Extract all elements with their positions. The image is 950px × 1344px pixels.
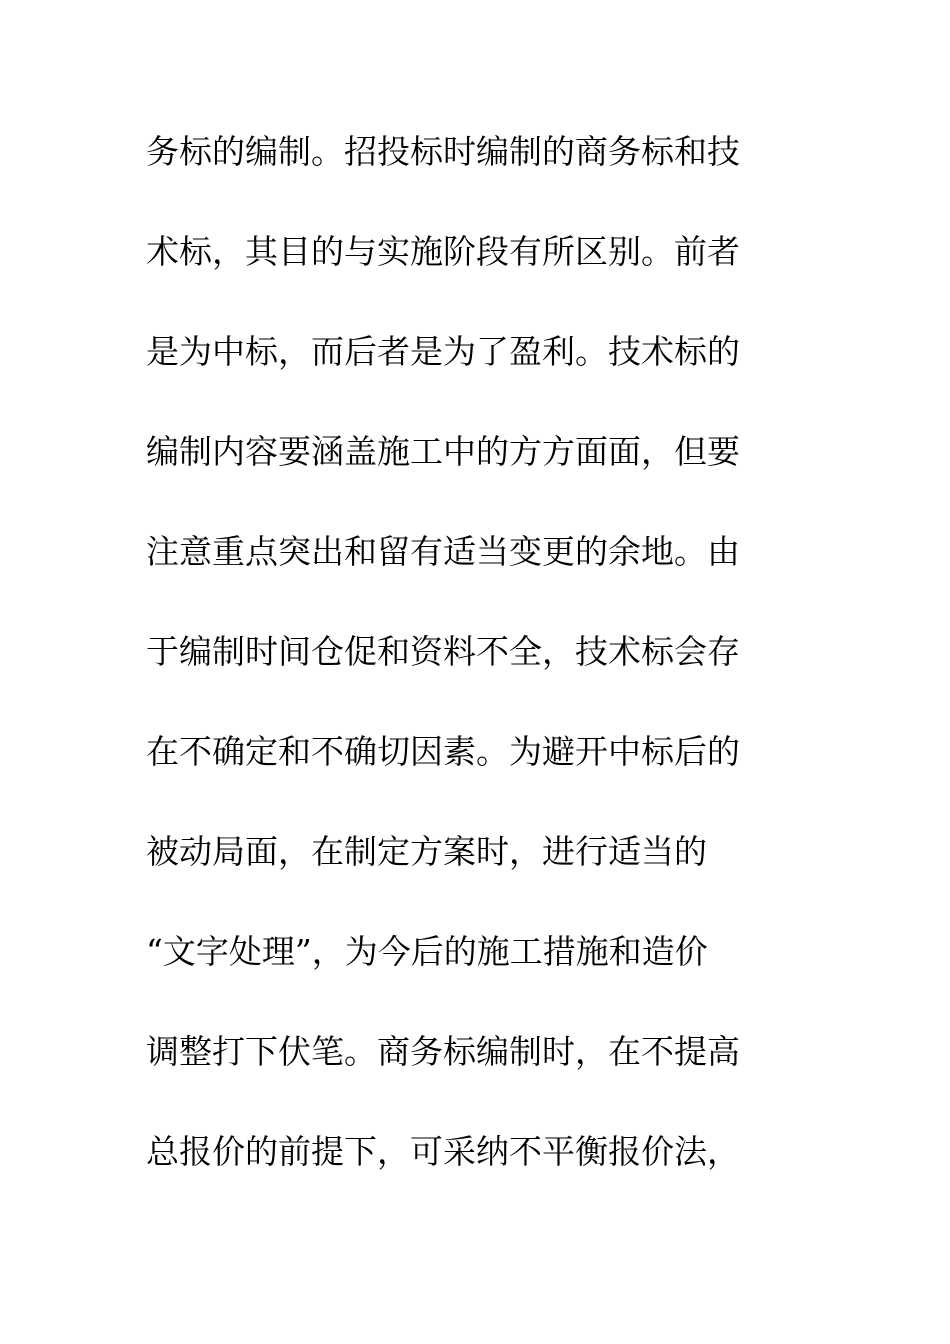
text-line: 调整打下伏笔。商务标编制时，在不提高 — [146, 1032, 740, 1071]
text-line: 于编制时间仓促和资料不全，技术标会存 — [146, 632, 740, 671]
text-line: 注意重点突出和留有适当变更的余地。由 — [146, 532, 740, 571]
text-line: 务标的编制。招投标时编制的商务标和技 — [146, 132, 740, 171]
text-line: 是为中标，而后者是为了盈利。技术标的 — [146, 332, 740, 371]
text-line: “文字处理”，为今后的施工措施和造价 — [146, 932, 708, 971]
text-line: 总报价的前提下，可采纳不平衡报价法， — [146, 1132, 740, 1171]
text-line: 被动局面，在制定方案时，进行适当的 — [146, 832, 707, 871]
body-text — [146, 122, 786, 1222]
text-line: 编制内容要涵盖施工中的方方面面，但要 — [146, 432, 740, 471]
text-line: 术标，其目的与实施阶段有所区别。前者 — [146, 232, 740, 271]
text-line: 在不确定和不确切因素。为避开中标后的 — [146, 732, 740, 771]
